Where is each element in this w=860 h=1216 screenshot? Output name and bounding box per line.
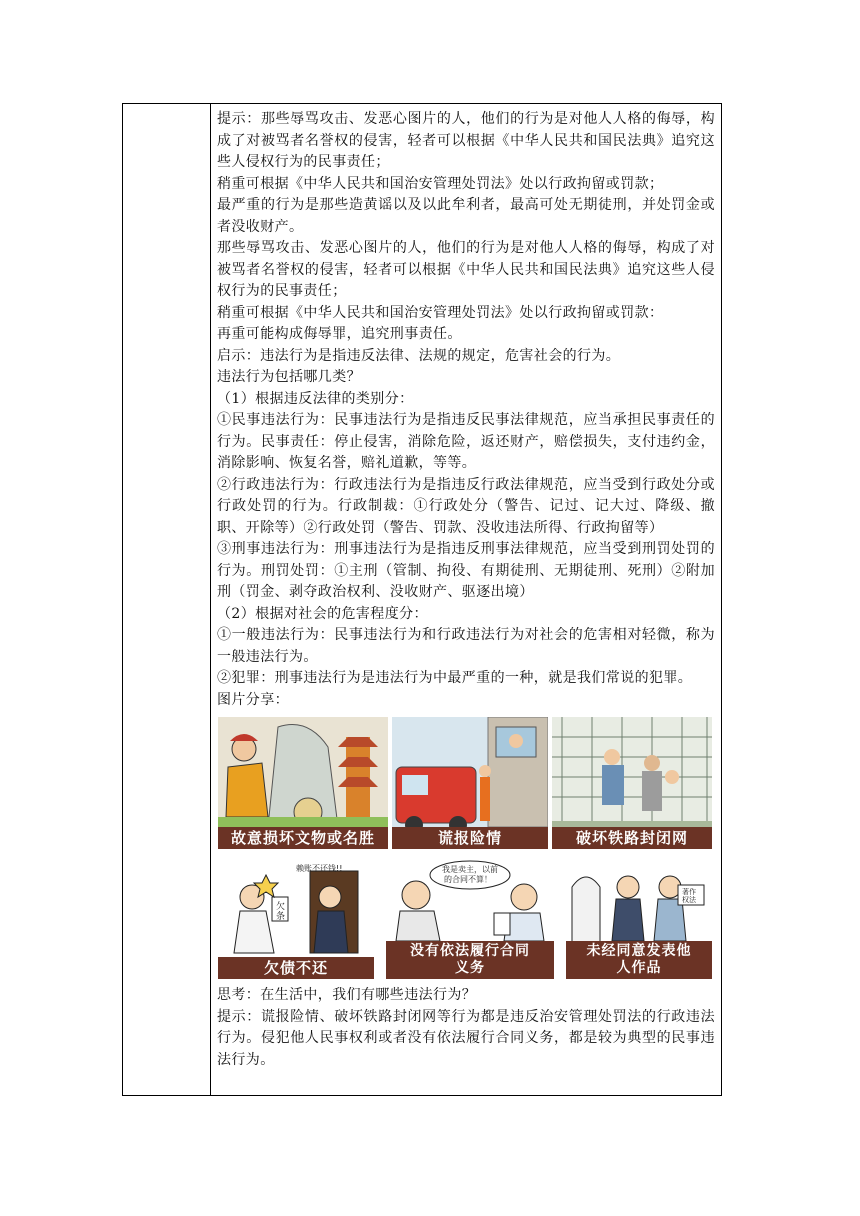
- paragraph: （2）根据对社会的危害程度分：: [217, 605, 428, 622]
- image-caption: [386, 941, 554, 979]
- caption-line: 义务: [455, 960, 485, 976]
- paragraph: 提示：那些辱骂攻击、发恶心图片的人，他们的行为是对他人人格的侮辱，构成了对被骂者名誉权的侵害，轻者可以根据《中华人民共和国民法典》追究这些人侵权行为的民事责任；: [217, 111, 715, 170]
- paragraph: 再重可能构成侮辱罪，追究刑事责任。: [217, 326, 462, 342]
- book-text: 权法: [682, 896, 696, 904]
- paragraph: ③刑事违法行为：刑事违法行为是指违反刑事法律规范，应当受到刑罚处罚的行为。刑罚处罚：①主刑（管制、拘役、有期徒刑、无期徒刑、死刑）②附加刑（罚金、剥夺政治权利、没收财产、驱逐出境）: [217, 541, 715, 600]
- table-right-cell: [211, 104, 721, 1095]
- paragraph: 最严重的行为是那些造黄谣以及以此牟利者，最高可处无期徒刑，并处罚金或者没收财产。: [217, 197, 715, 235]
- image-caption: 谎报险情: [392, 827, 548, 849]
- paragraph: 那些辱骂攻击、发恶心图片的人，他们的行为是对他人人格的侮辱，构成了对被骂者名誉权的侵害，轻者可以根据《中华人民共和国民法典》追究这些人侵权行为的民事责任；: [217, 240, 715, 299]
- caption-line: 没有依法履行合同: [410, 943, 530, 959]
- illustration-unpaid-debt: [218, 857, 374, 979]
- paragraph: 提示：谎报险情、破坏铁路封闭网等行为都是违反治安管理处罚法的行政违法行为。侵犯他人民事权利或者没有依法履行合同义务，都是较为典型的民事违法行为。: [217, 1008, 715, 1068]
- paragraph: ②行政违法行为：行政违法行为是指违反行政法律规范，应当受到行政处分或行政处罚的行为。行政制裁：①行政处分（警告、记过、记大过、降级、撤职、开除等）②行政处罚（警告、罚款、没收违法所得、行政拘留等）: [217, 476, 715, 536]
- image-caption: 欠债不还: [218, 957, 374, 979]
- iou-text: 欠: [276, 902, 286, 912]
- caption-line: 未经同意发表他: [586, 943, 692, 959]
- paragraph: ①民事违法行为：民事违法行为是指违反民事法律规范，应当承担民事责任的行为。民事责任：停止侵害，消除危险，返还财产，赔偿损失，支付违约金，消除影响、恢复名誉，赔礼道歉，等等。: [217, 412, 715, 471]
- iou-text: 条: [276, 912, 286, 922]
- paragraph: 稍重可根据《中华人民共和国治安管理处罚法》处以行政拘留或罚款；: [217, 175, 664, 192]
- paragraph: 图片分享：: [217, 691, 289, 708]
- image-caption: 破坏铁路封闭网: [552, 827, 712, 849]
- paragraph: ①一般违法行为：民事违法行为和行政违法行为对社会的危害相对轻微，称为一般违法行为。: [217, 627, 715, 665]
- paragraph: 稍重可根据《中华人民共和国治安管理处罚法》处以行政拘留或罚款：: [217, 304, 664, 321]
- image-row-2: [218, 857, 712, 979]
- speech-bubble-line: 我是卖主，以前: [442, 865, 498, 874]
- illustration-railway-fence: [552, 717, 712, 849]
- illustration-false-alarm: [392, 717, 548, 849]
- paragraph: 思考：在生活中，我们有哪些违法行为？: [217, 987, 477, 1003]
- table-left-cell: [123, 104, 211, 1095]
- illustration-copyright: [566, 857, 712, 979]
- content-table: [122, 103, 722, 1096]
- paragraph: （1）根据违反法律的类别分：: [217, 390, 414, 407]
- illustration-damage-relics: [218, 717, 388, 849]
- paragraph: 违法行为包括哪几类？: [217, 369, 361, 385]
- book-text: 著作: [682, 888, 696, 896]
- speech-text: 赖账不还钱!!: [296, 864, 343, 873]
- speech-bubble-line: 的合同不算！: [444, 875, 492, 884]
- image-caption: [566, 941, 712, 979]
- paragraph: 启示：违法行为是指违反法律、法规的规定，危害社会的行为。: [217, 347, 621, 364]
- illustration-contract-breach: [386, 857, 554, 979]
- image-caption: 故意损坏文物或名胜: [218, 827, 388, 849]
- paragraph: ②犯罪：刑事违法行为是违法行为中最严重的一种，就是我们常说的犯罪。: [217, 670, 693, 686]
- caption-line: 人作品: [616, 960, 662, 976]
- image-row-1: [218, 717, 712, 849]
